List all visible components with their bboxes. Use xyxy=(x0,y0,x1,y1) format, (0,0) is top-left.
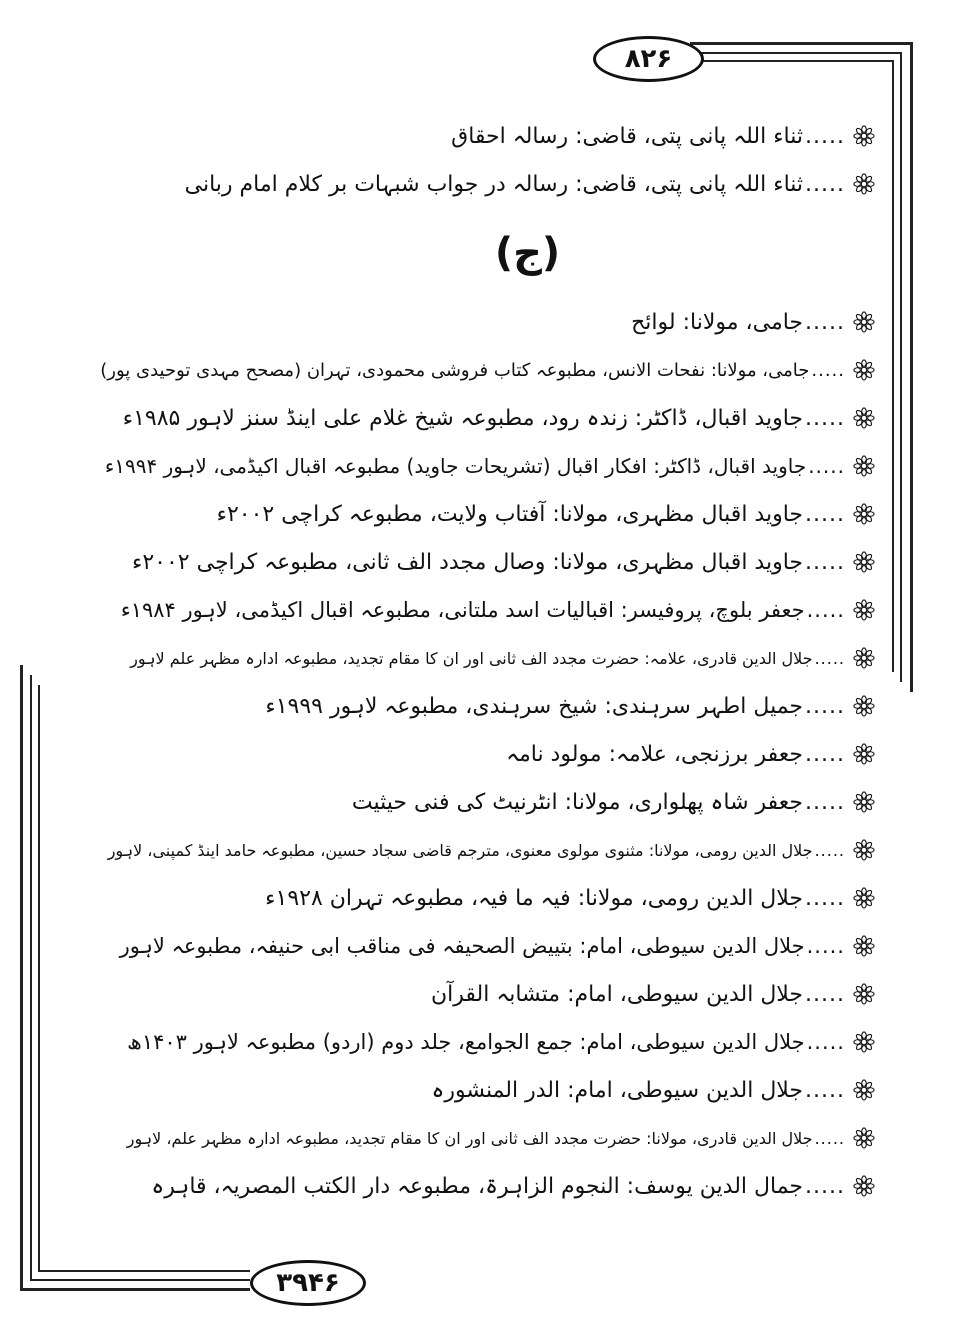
flower-ornament-icon xyxy=(853,983,875,1005)
flower-ornament-icon xyxy=(853,887,875,909)
bibliography-entry xyxy=(100,1018,875,1066)
leader-dots: ..... xyxy=(805,693,845,719)
bibliography-entry xyxy=(100,1162,875,1210)
leader-dots: ..... xyxy=(805,981,845,1007)
bibliography-entry xyxy=(100,1066,875,1114)
flower-ornament-icon xyxy=(853,1127,875,1149)
entry-text: جاوید اقبال، ڈاکٹر: زندہ رود، مطبوعہ شیخ غلام علی اینڈ سنز لاہور ۱۹۸۵ء xyxy=(122,405,804,431)
flower-ornament-icon xyxy=(853,599,875,621)
bibliography-entry xyxy=(100,442,875,490)
entry-text: جاوید اقبال مظہری، مولانا: وصال مجدد الف ثانی، مطبوعہ کراچی ۲۰۰۲ء xyxy=(131,549,804,575)
frame-line-left-outer xyxy=(20,665,23,1290)
entry-text: جمال الدین یوسف: النجوم الزاہرۃ، مطبوعہ دار الکتب المصریہ، قاہرہ xyxy=(151,1173,804,1199)
bibliography-entry xyxy=(100,730,875,778)
leader-dots: ..... xyxy=(805,309,845,335)
entry-text: جلال الدین قادری، علامہ: حضرت مجدد الف ثانی اور ان کا مقام تجدید، مطبوعہ ادارہ مظہر علم لاہور xyxy=(130,648,813,668)
bibliography-entry xyxy=(100,970,875,1018)
entry-text: جلال الدین سیوطی، امام: جمع الجوامع، جلد دوم (اردو) مطبوعہ لاہور ۱۴۰۳ھ xyxy=(127,1030,805,1054)
frame-line-top-inner xyxy=(690,52,902,54)
entry-text: جلال الدین رومی، مولانا: مثنوی مولوی معنوی، مترجم قاضی سجاد حسین، مطبوعہ حامد اینڈ کمپنی، لاہور xyxy=(107,840,813,860)
frame-line-right-inner xyxy=(900,52,902,682)
frame-line-top-outer xyxy=(690,42,912,45)
bibliography-entry xyxy=(100,298,875,346)
frame-line-bottom-inner2 xyxy=(38,1270,250,1272)
leader-dots: ..... xyxy=(805,171,845,197)
entry-text: جاوید اقبال مظہری، مولانا: آفتاب ولایت، مطبوعہ کراچی ۲۰۰۲ء xyxy=(216,501,804,527)
flower-ornament-icon xyxy=(853,935,875,957)
flower-ornament-icon xyxy=(853,125,875,147)
leader-dots: ..... xyxy=(805,1077,845,1103)
leader-dots: ..... xyxy=(805,741,845,767)
leader-dots: ..... xyxy=(814,840,845,860)
frame-line-bottom-inner xyxy=(30,1279,250,1281)
bibliography-entry xyxy=(100,160,875,208)
leader-dots: ..... xyxy=(806,934,845,958)
flower-ornament-icon xyxy=(853,407,875,429)
flower-ornament-icon xyxy=(853,455,875,477)
flower-ornament-icon xyxy=(853,551,875,573)
bibliography-entry xyxy=(100,538,875,586)
bibliography-entry xyxy=(100,682,875,730)
bibliography-entry xyxy=(100,112,875,160)
entry-text: جمیل اطہر سرہندی: شیخ سرہندی، مطبوعہ لاہور ۱۹۹۹ء xyxy=(265,693,804,719)
flower-ornament-icon xyxy=(853,1175,875,1197)
bibliography-entry xyxy=(100,346,875,394)
flower-ornament-icon xyxy=(853,359,875,381)
entry-text: جعفر شاہ پھلواری، مولانا: انٹرنیٹ کی فنی حیثیت xyxy=(351,789,804,815)
page-number-top: ۸۲۶ xyxy=(593,36,704,82)
entry-text: ثناء اللہ پانی پتی، قاضی: رسالہ احقاق xyxy=(451,123,804,149)
leader-dots: ..... xyxy=(805,123,845,149)
flower-ornament-icon xyxy=(853,1079,875,1101)
bibliography-entry xyxy=(100,778,875,826)
bibliography-entry xyxy=(100,634,875,682)
entry-text: جاوید اقبال، ڈاکٹر: افکار اقبال (تشریحات جاوید) مطبوعہ اقبال اکیڈمی، لاہور ۱۹۹۴ء xyxy=(104,454,807,478)
flower-ornament-icon xyxy=(853,695,875,717)
entry-text: جلال الدین سیوطی، امام: متشابہ القرآن xyxy=(430,981,804,1007)
flower-ornament-icon xyxy=(853,1031,875,1053)
bibliography-entry xyxy=(100,394,875,442)
leader-dots: ..... xyxy=(805,501,845,527)
entry-text: جلال الدین سیوطی، امام: بتییض الصحیفہ فی مناقب ابی حنیفہ، مطبوعہ لاہور xyxy=(119,934,805,958)
leader-dots: ..... xyxy=(814,1128,845,1148)
leader-dots: ..... xyxy=(806,598,845,622)
section-heading: (ج) xyxy=(494,230,561,276)
leader-dots: ..... xyxy=(814,648,845,668)
page-number-bottom: ۳۹۴۶ xyxy=(250,1260,366,1306)
flower-ornament-icon xyxy=(853,503,875,525)
bibliography-entry xyxy=(100,1114,875,1162)
frame-line-right-inner2 xyxy=(892,60,894,672)
flower-ornament-icon xyxy=(853,743,875,765)
frame-line-right-outer xyxy=(910,42,913,692)
flower-ornament-icon xyxy=(853,839,875,861)
bibliography-entry xyxy=(100,826,875,874)
frame-line-top-inner2 xyxy=(690,60,892,62)
flower-ornament-icon xyxy=(853,173,875,195)
frame-line-left-inner2 xyxy=(38,685,40,1270)
bibliography-entry xyxy=(100,874,875,922)
leader-dots: ..... xyxy=(806,1030,845,1054)
entries-main xyxy=(100,298,875,1210)
bibliography-entry xyxy=(100,922,875,970)
entry-text: جلال الدین قادری، مولانا: حضرت مجدد الف ثانی اور ان کا مقام تجدید، مطبوعہ ادارہ مظہر علم، لاہور xyxy=(126,1128,813,1148)
leader-dots: ..... xyxy=(805,405,845,431)
entry-text: جامی، مولانا: نفحات الانس، مطبوعہ کتاب فروشی محمودی، تہران (مصحح مہدی توحیدی پور) xyxy=(100,359,810,381)
leader-dots: ..... xyxy=(811,359,845,381)
entry-text: جعفر بلوچ، پروفیسر: اقبالیات اسد ملتانی، مطبوعہ اقبال اکیڈمی، لاہور ۱۹۸۴ء xyxy=(120,598,805,622)
flower-ornament-icon xyxy=(853,647,875,669)
entry-text: جلال الدین رومی، مولانا: فیہ ما فیہ، مطبوعہ تہران ۱۹۲۸ء xyxy=(265,885,804,911)
leader-dots: ..... xyxy=(805,789,845,815)
leader-dots: ..... xyxy=(808,454,845,478)
bibliography-entry xyxy=(100,490,875,538)
entry-text: ثناء اللہ پانی پتی، قاضی: رسالہ در جواب شبہات بر کلام امام ربانی xyxy=(184,171,804,197)
leader-dots: ..... xyxy=(805,885,845,911)
bibliography-entry xyxy=(100,586,875,634)
entries-top xyxy=(100,112,875,208)
entry-text: جامی، مولانا: لوائح xyxy=(631,309,804,335)
entry-text: جعفر برزنجی، علامہ: مولود نامہ xyxy=(506,741,804,767)
frame-line-left-inner xyxy=(30,675,32,1280)
bibliography-list xyxy=(100,112,875,1210)
frame-line-bottom-outer xyxy=(20,1288,250,1291)
leader-dots: ..... xyxy=(805,1173,845,1199)
flower-ornament-icon xyxy=(853,311,875,333)
leader-dots: ..... xyxy=(805,549,845,575)
flower-ornament-icon xyxy=(853,791,875,813)
entry-text: جلال الدین سیوطی، امام: الدر المنشورہ xyxy=(431,1077,804,1103)
